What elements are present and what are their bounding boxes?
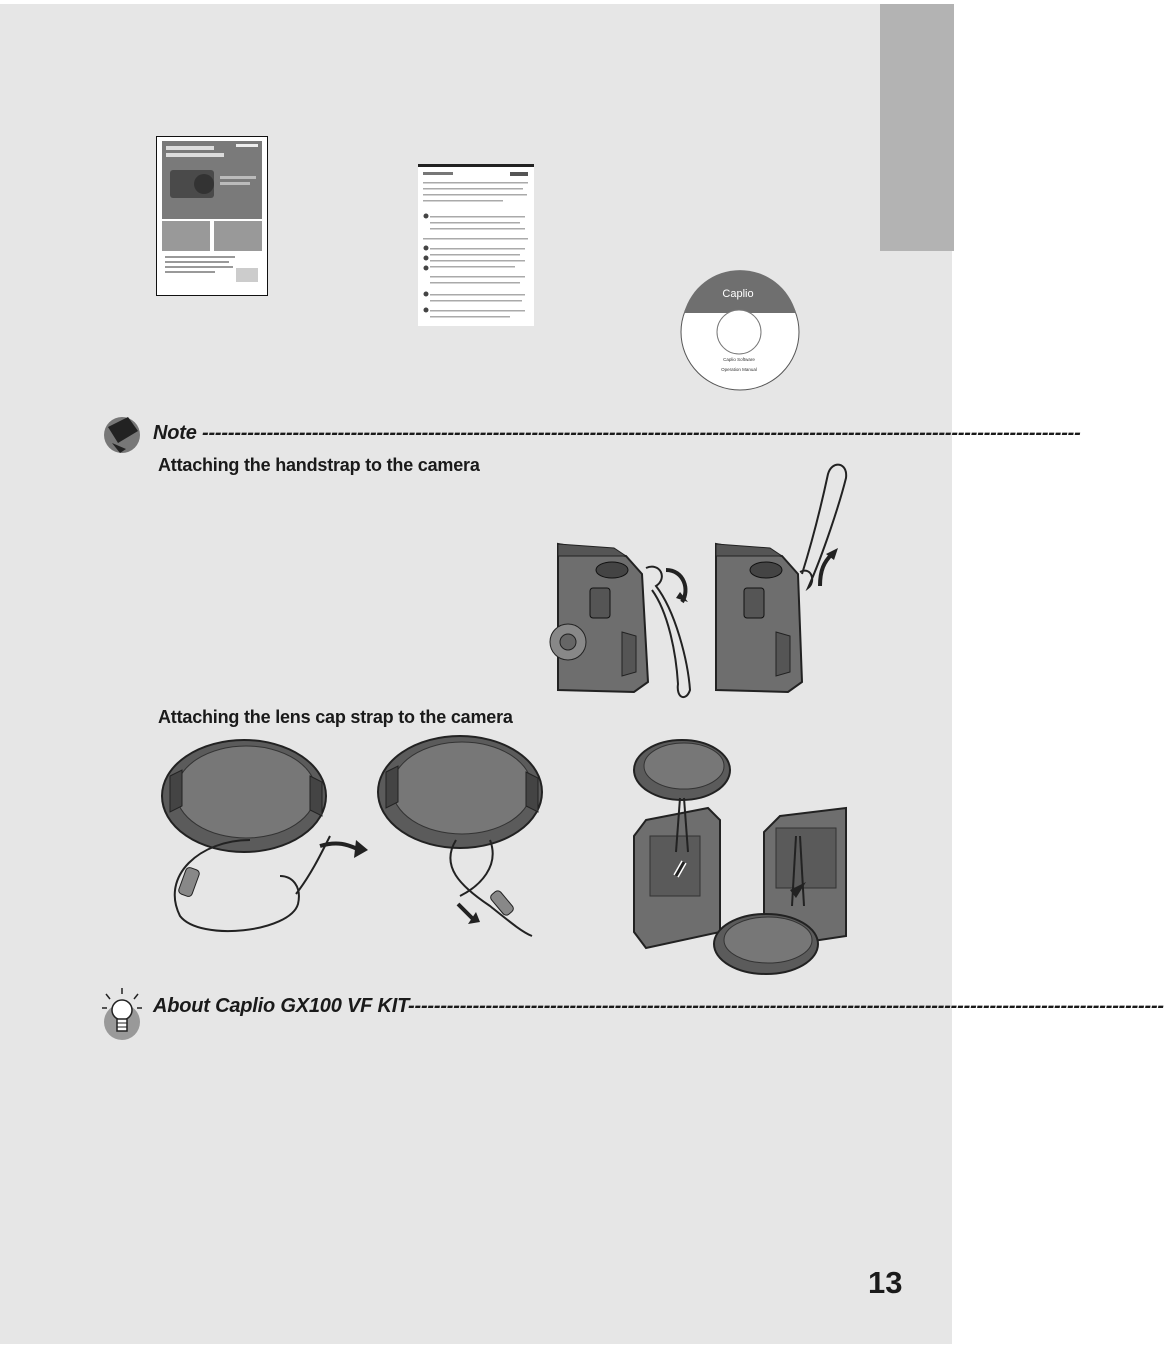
software-cd-image [680, 273, 800, 391]
handstrap-illustration [556, 462, 852, 702]
cd-brand-label: Caplio [722, 288, 754, 300]
section-tab [880, 4, 954, 251]
quick-start-guide-image [156, 136, 268, 296]
warranty-sheet-image [418, 164, 534, 326]
lens-cap-strap-illustration [160, 736, 850, 976]
note-heading: Note ---------------------------------------------------------------------------------------------------------------------------------------- [153, 422, 1081, 444]
lightbulb-icon [102, 988, 142, 1042]
note-title: Note [153, 422, 197, 444]
lens-cap-subheading: Attaching the lens cap strap to the camera [158, 707, 513, 727]
note-pencil-icon [102, 413, 142, 455]
about-title: About Caplio GX100 VF KIT [153, 995, 409, 1017]
handstrap-subheading: Attaching the handstrap to the camera [158, 455, 480, 475]
about-heading: About Caplio GX100 VF KIT--------------------------------------------------------------------------------------------------------------------- [153, 995, 1164, 1017]
page-number: 13 [868, 1265, 903, 1300]
cd-title-line1: Caplio Software [723, 357, 755, 362]
cd-title-line2: Operation Manual [721, 367, 757, 372]
